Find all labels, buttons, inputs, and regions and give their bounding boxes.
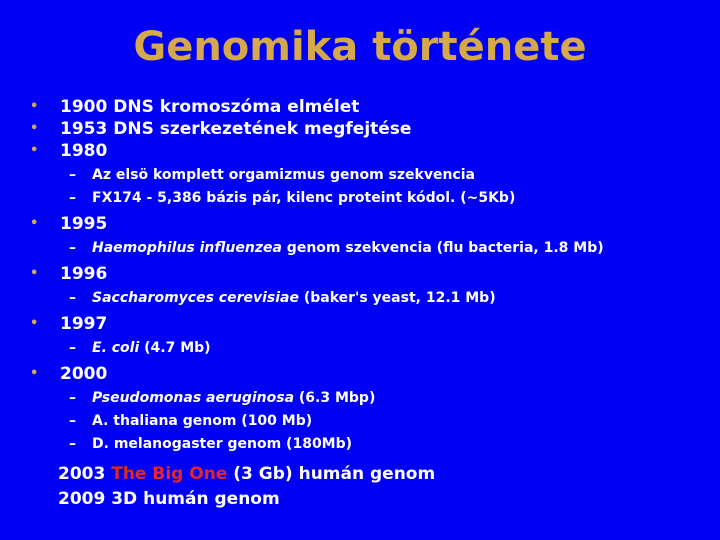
footer-text: 2003: [58, 464, 112, 484]
footer-notes: [58, 462, 435, 512]
item-text: 1980: [60, 141, 108, 161]
footer-text: (3 Gb) humán genom: [227, 464, 436, 484]
timeline-list: [30, 96, 710, 456]
bullet-icon: •: [30, 266, 39, 281]
dash-icon: –: [69, 190, 76, 206]
list-item-1996: [30, 263, 710, 285]
sub-item-1980-first-genome: [30, 164, 710, 187]
bullet-icon: •: [30, 216, 39, 231]
sub-item-1996-saccharomyces: [30, 287, 710, 310]
bullet-icon: •: [30, 121, 39, 136]
list-item-1997: [30, 313, 710, 335]
bullet-icon: •: [30, 143, 39, 158]
dash-icon: –: [69, 340, 76, 356]
sub-item-2000-pseudomonas: [30, 387, 710, 410]
item-text: 1995: [60, 214, 108, 234]
sub-item-text: (4.7 Mb): [139, 340, 211, 356]
sub-item-text: D. melanogaster genom (180Mb): [92, 436, 353, 452]
list-item-1953: [30, 118, 710, 140]
sub-item-2000-thaliana: [30, 410, 710, 433]
sub-item-1997-ecoli: [30, 337, 710, 360]
list-item-1995: [30, 213, 710, 235]
sub-item-text: FX174 - 5,386 bázis pár, kilenc proteint kódol. (~5Kb): [92, 190, 516, 206]
item-text: 1997: [60, 314, 108, 334]
dash-icon: –: [69, 167, 76, 183]
list-item-1980: [30, 140, 710, 162]
highlight-text: The Big One: [111, 464, 228, 484]
species-name: Haemophilus influenzea: [92, 240, 282, 256]
dash-icon: –: [69, 436, 76, 452]
item-text: 2000: [60, 364, 108, 384]
sub-item-text: (baker's yeast, 12.1 Mb): [298, 290, 496, 306]
list-item-2000: [30, 363, 710, 385]
sub-item-1980-fx174: [30, 187, 710, 210]
dash-icon: –: [69, 290, 76, 306]
dash-icon: –: [69, 413, 76, 429]
dash-icon: –: [69, 240, 76, 256]
sub-item-text: Az elsö komplett orgamizmus genom szekvencia: [92, 167, 475, 183]
sub-item-text: (6.3 Mbp): [294, 390, 376, 406]
dash-icon: –: [69, 390, 76, 406]
bullet-icon: •: [30, 99, 39, 114]
species-name: E. coli: [92, 340, 140, 356]
item-text: 1953 DNS szerkezetének megfejtése: [60, 119, 412, 139]
sub-item-text: A. thaliana genom (100 Mb): [92, 413, 313, 429]
bullet-icon: •: [30, 316, 39, 331]
species-name: Pseudomonas aeruginosa: [92, 390, 295, 406]
species-name: Saccharomyces cerevisiae: [92, 290, 299, 306]
item-text: 1900 DNS kromoszóma elmélet: [60, 97, 360, 117]
list-item-1900: [30, 96, 710, 118]
sub-item-2000-melanogaster: [30, 433, 710, 456]
bullet-icon: •: [30, 366, 39, 381]
slide-title: Genomika története: [133, 24, 587, 70]
item-text: 1996: [60, 264, 108, 284]
footer-line-2009: 2009 3D humán genom: [58, 489, 280, 509]
footer-line-2003: [58, 462, 435, 487]
sub-item-text: genom szekvencia (flu bacteria, 1.8 Mb): [281, 240, 604, 256]
sub-item-1995-haemophilus: [30, 237, 710, 260]
